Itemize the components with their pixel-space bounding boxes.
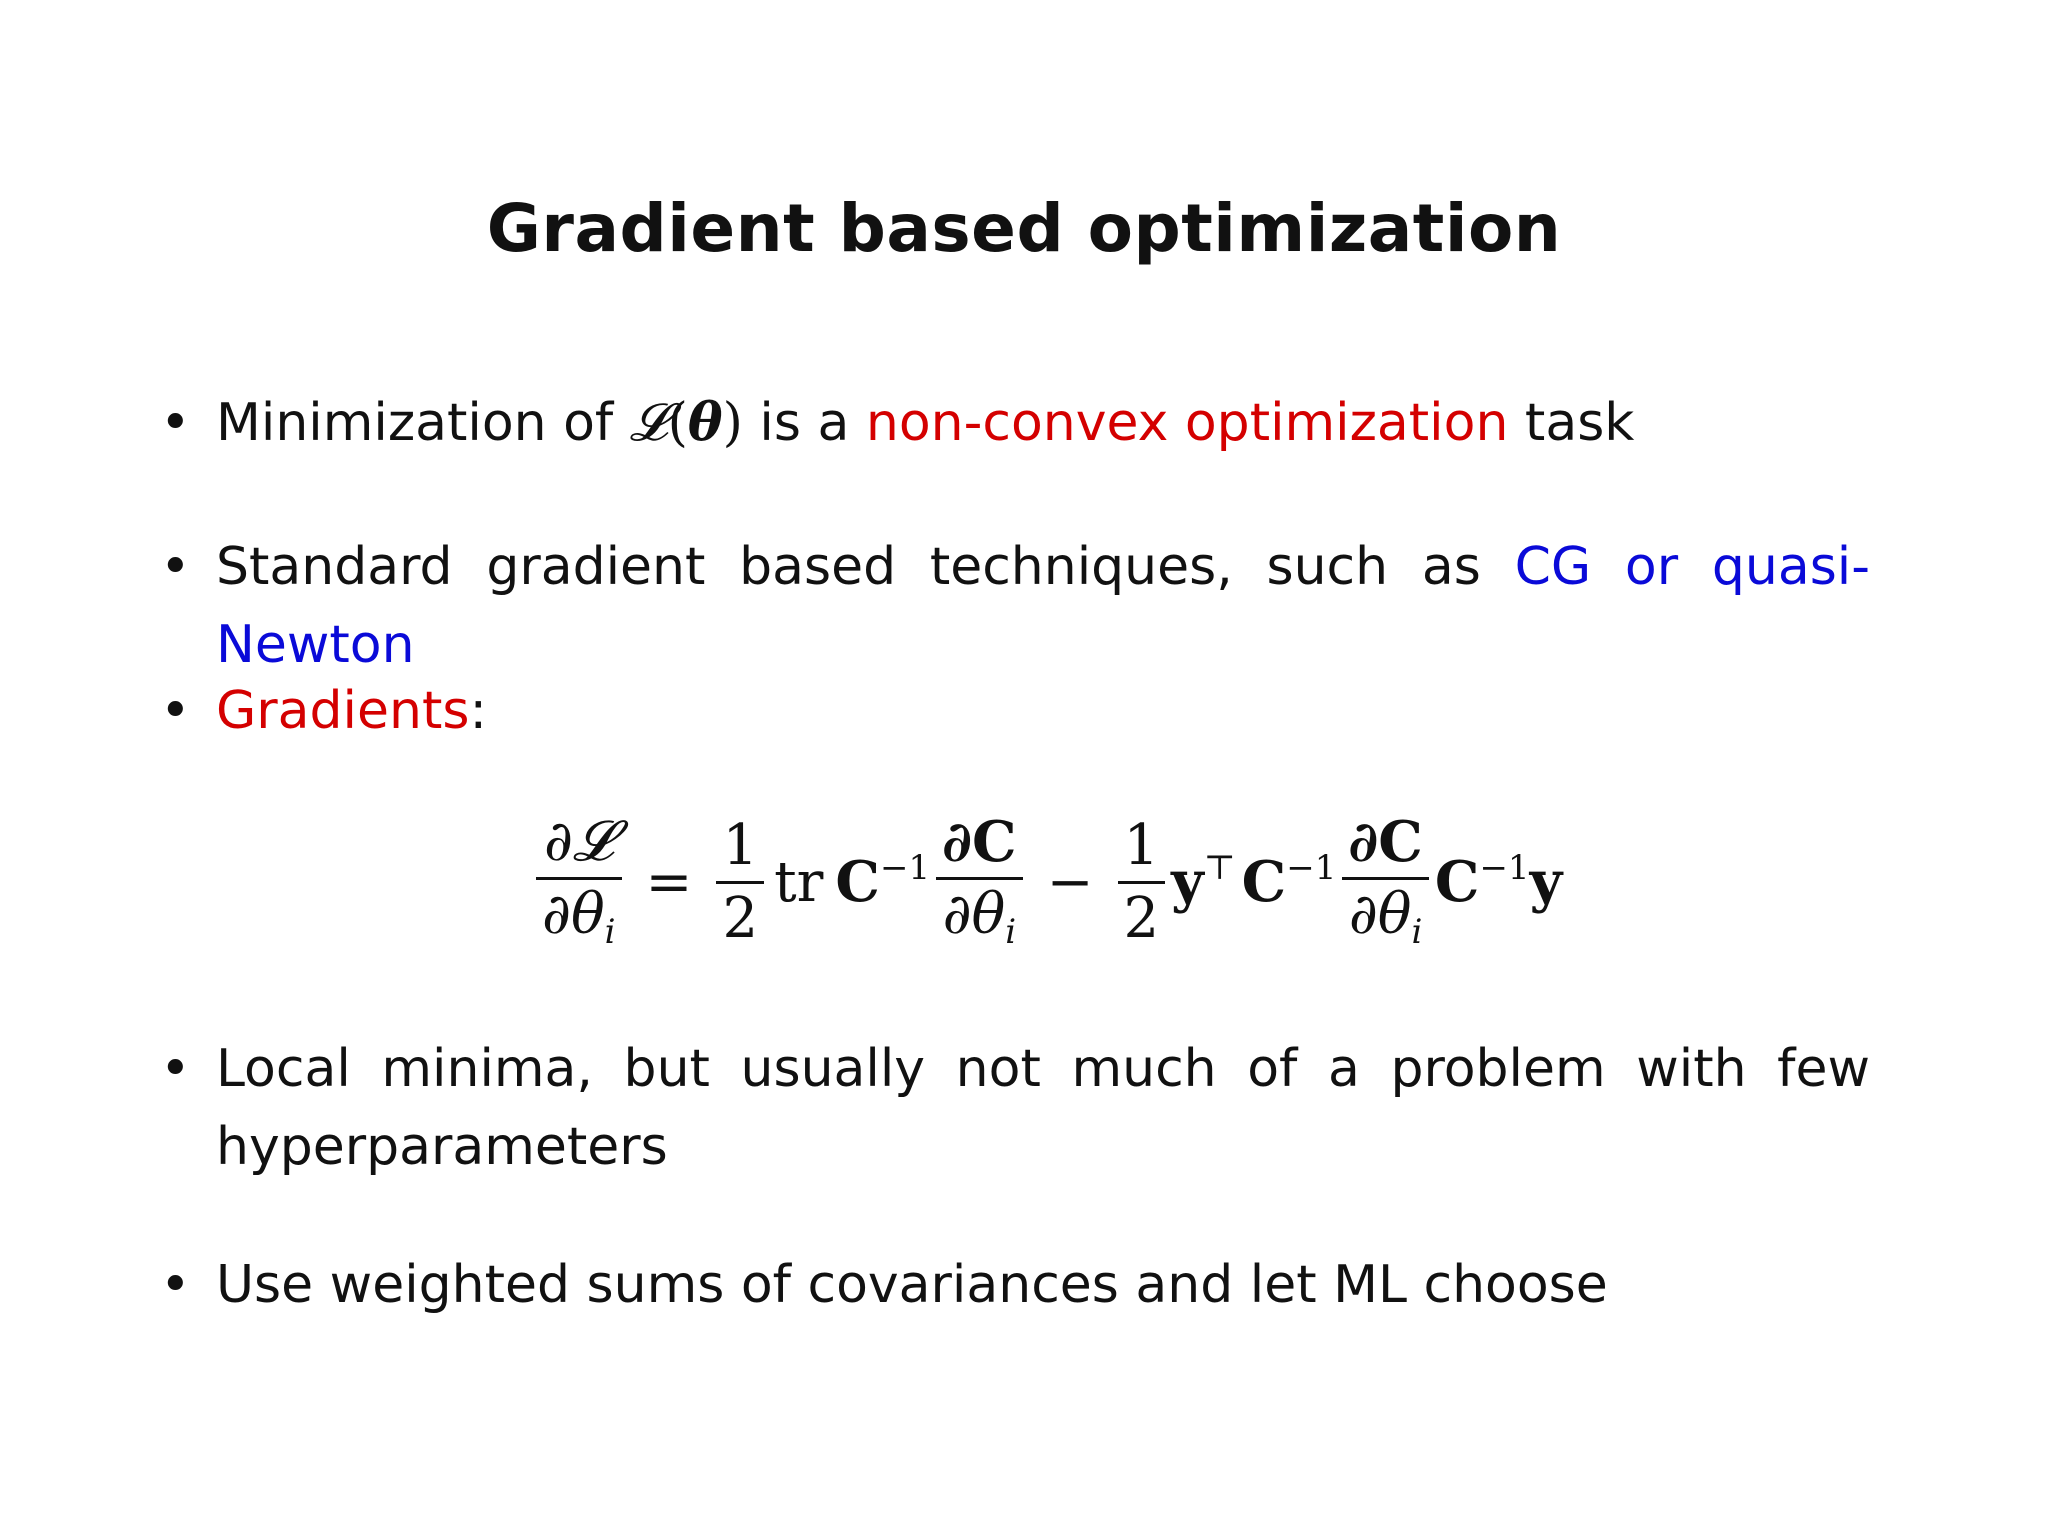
text-segment: is a <box>742 393 866 453</box>
eq-one: 1 <box>1123 812 1160 878</box>
bullet-4 <box>160 1030 1870 1186</box>
fraction-half <box>716 811 764 954</box>
eq-equals: = <box>645 849 693 915</box>
fraction-dL-dtheta <box>536 807 622 957</box>
eq-trace: tr <box>774 849 824 915</box>
highlight-blue: CG or quasi-Newton <box>216 537 1870 675</box>
eq-inverse: −1 <box>1286 848 1337 888</box>
eq-C: C <box>1434 849 1480 915</box>
loss-symbol: 𝓛 <box>629 393 668 453</box>
bullet-5 <box>160 1246 1870 1324</box>
bullet-text <box>216 528 1870 684</box>
eq-den: ∂θ <box>542 882 605 947</box>
text-segment: : <box>469 681 487 741</box>
paren-close: ) <box>722 393 743 453</box>
bullet-text <box>216 672 1870 750</box>
bullet-text <box>216 384 1870 462</box>
eq-inverse: −1 <box>1479 848 1530 888</box>
eq-y: y <box>1171 849 1204 915</box>
eq-one: 1 <box>722 812 759 878</box>
eq-minus: − <box>1046 849 1094 915</box>
eq-sub: i <box>1005 912 1017 952</box>
bullet-dot: • <box>160 1255 191 1315</box>
eq-inverse: −1 <box>879 848 931 888</box>
bullet-dot: • <box>160 537 191 597</box>
bullet-3 <box>160 672 1870 750</box>
eq-two: 2 <box>1123 885 1160 951</box>
bullet-2 <box>160 528 1870 684</box>
eq-C: C <box>1241 849 1287 915</box>
text-segment: Standard gradient based techniques, such as <box>216 537 1515 597</box>
fraction-dC-dtheta <box>936 807 1022 957</box>
text-segment: Minimization of <box>216 393 630 453</box>
theta-bold-symbol: θ <box>687 392 723 453</box>
eq-dtheta: ∂θ <box>1348 882 1412 947</box>
eq-dC: ∂C <box>1348 809 1423 875</box>
eq-num: ∂𝓛 <box>543 809 614 874</box>
highlight-red: Gradients <box>216 681 470 741</box>
bullet-dot: • <box>160 393 191 453</box>
eq-sub: i <box>1411 912 1423 952</box>
gradient-equation <box>530 792 1570 972</box>
eq-dC: ∂C <box>942 809 1017 875</box>
fraction-dC-dtheta <box>1342 807 1428 957</box>
eq-dtheta: ∂θ <box>942 882 1006 947</box>
bullet-1 <box>160 384 1870 462</box>
bullet-text: Use weighted sums of covariances and let ML choose <box>216 1255 1608 1315</box>
eq-transpose: ⊤ <box>1203 848 1236 888</box>
bullet-dot: • <box>160 1039 191 1099</box>
slide-title: Gradient based optimization <box>486 190 1562 267</box>
fraction-half <box>1118 811 1166 954</box>
eq-C: C <box>835 849 880 915</box>
highlight-red: non-convex optimization <box>865 393 1509 453</box>
eq-sub: i <box>604 912 616 952</box>
bullet-dot: • <box>160 681 191 741</box>
paren-open: ( <box>667 393 688 453</box>
text-segment: task <box>1508 393 1635 453</box>
eq-two: 2 <box>722 885 759 951</box>
eq-y: y <box>1529 849 1563 915</box>
bullet-text: Local minima, but usually not much of a problem with few hyperparameters <box>216 1039 1870 1177</box>
